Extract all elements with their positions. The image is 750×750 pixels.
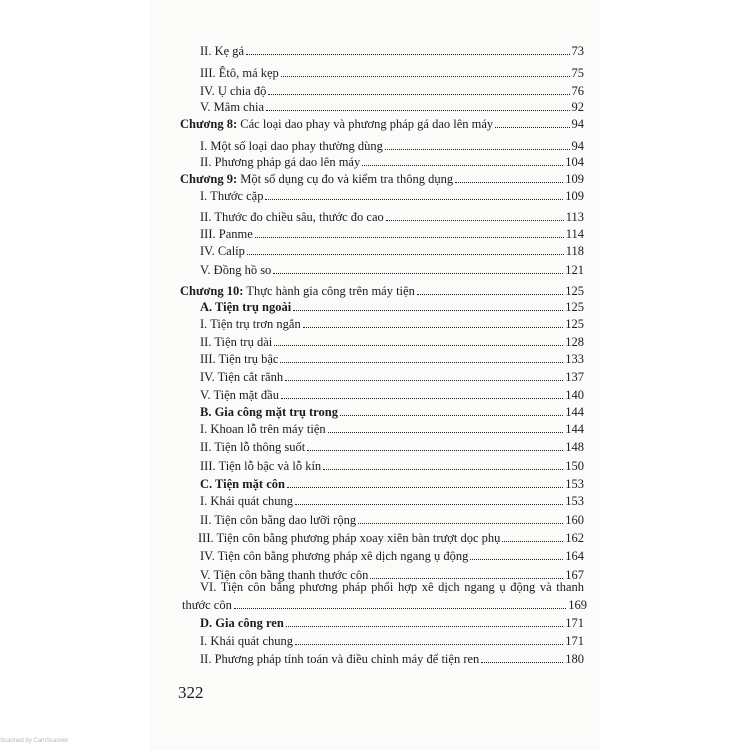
toc-entry-page: 109 — [565, 189, 584, 203]
dot-leader — [268, 94, 569, 95]
toc-entry-title: III. Tiện lỗ bậc và lỗ kín — [200, 459, 322, 473]
toc-entry-first-line: VI. Tiện côn bằng phương pháp phối hợp xê dịch ngang ụ động và thanh — [200, 580, 584, 594]
toc-entry — [180, 185, 584, 203]
dot-leader — [470, 559, 563, 560]
toc-entry — [180, 630, 584, 648]
toc-entry-title: II. Kẹ gá — [200, 44, 245, 58]
toc-entry-title: III. Tiện trụ bậc — [200, 352, 279, 366]
toc-entry — [180, 40, 584, 58]
toc-entry-title: A. Tiện trụ ngoài — [200, 300, 292, 314]
toc-entry — [182, 594, 587, 612]
toc-entry-title: II. Phương pháp gá dao lên máy — [200, 155, 361, 169]
toc-entry-page: 94 — [571, 117, 584, 131]
toc-entry-page: 125 — [565, 317, 584, 331]
toc-entry-page: 164 — [565, 549, 584, 563]
toc-entry — [180, 240, 584, 258]
dot-leader — [417, 294, 563, 295]
dot-leader — [255, 237, 564, 238]
chapter-label: Chương 9: — [180, 172, 238, 186]
toc-entry-page: 118 — [565, 244, 584, 258]
toc-chapter-entry — [180, 113, 584, 131]
dot-leader — [293, 310, 563, 311]
toc-entry-title: I. Khái quát chung — [200, 494, 294, 508]
chapter-title: Một số dụng cụ đo và kiểm tra thông dụng — [237, 172, 454, 186]
toc-entry — [180, 648, 584, 666]
toc-entry — [180, 384, 584, 402]
toc-entry-page: 125 — [565, 284, 584, 298]
dot-leader — [234, 608, 566, 609]
dot-leader — [295, 504, 563, 505]
dot-leader — [385, 149, 570, 150]
dot-leader — [287, 487, 563, 488]
toc-entry-page: 144 — [565, 405, 584, 419]
toc-entry — [180, 455, 584, 473]
dot-leader — [362, 165, 563, 166]
dot-leader — [340, 415, 563, 416]
toc-entry — [180, 436, 584, 454]
book-page — [150, 0, 600, 750]
toc-entry-page: 167 — [565, 568, 584, 582]
toc-entry-page: 153 — [565, 477, 584, 491]
dot-leader — [295, 644, 563, 645]
toc-entry-page: 128 — [565, 335, 584, 349]
toc-entry-page: 109 — [565, 172, 584, 186]
toc-entry-title: I. Khái quát chung — [200, 634, 294, 648]
toc-entry — [180, 418, 584, 436]
dot-leader — [358, 523, 563, 524]
table-of-contents — [150, 0, 600, 750]
dot-leader — [274, 345, 563, 346]
toc-entry-page: 114 — [565, 227, 584, 241]
toc-entry-page: 94 — [571, 139, 584, 153]
toc-chapter-entry — [180, 168, 584, 186]
toc-entry — [180, 545, 584, 563]
toc-entry — [180, 223, 584, 241]
toc-entry-page: 169 — [568, 598, 587, 612]
toc-entry-page: 171 — [565, 634, 584, 648]
toc-entry-title: V. Đồng hồ so — [200, 263, 272, 277]
toc-entry-title: II. Thước đo chiều sâu, thước đo cao — [200, 210, 384, 224]
toc-entry-page: 125 — [565, 300, 584, 314]
toc-entry — [180, 348, 584, 366]
toc-entry-title: D. Gia công ren — [200, 616, 284, 630]
dot-leader — [246, 54, 569, 55]
toc-entry — [180, 259, 584, 277]
dot-leader — [323, 469, 563, 470]
toc-entry-page: 148 — [565, 440, 584, 454]
page-number: 322 — [178, 683, 204, 702]
toc-entry-page: 113 — [565, 210, 584, 224]
toc-entry-page: 153 — [565, 494, 584, 508]
toc-entry-title: IV. Tiện cắt rãnh — [200, 370, 284, 384]
toc-entry-title: II. Tiện côn bằng dao lưỡi rộng — [200, 513, 357, 527]
chapter-label: Chương 8: — [180, 117, 238, 131]
toc-entry-page: 150 — [565, 459, 584, 473]
toc-entry-page: 121 — [565, 263, 584, 277]
dot-leader — [307, 450, 563, 451]
toc-entry-title: IV. Tiện côn bằng phương pháp xê dịch ngang ụ động — [200, 549, 469, 563]
dot-leader — [495, 127, 569, 128]
toc-entry-page: 162 — [565, 531, 584, 545]
toc-entry — [180, 366, 584, 384]
toc-entry-title: IV. Calíp — [200, 244, 245, 258]
toc-entry-title — [180, 117, 494, 131]
dot-leader — [285, 380, 563, 381]
toc-entry — [180, 62, 584, 80]
toc-entry-title: I. Tiện trụ trơn ngắn — [200, 317, 301, 331]
toc-section-entry — [180, 612, 584, 630]
toc-entry-title: thước côn — [182, 598, 232, 612]
toc-entry-page: 180 — [565, 652, 584, 666]
scanner-watermark: Scanned by CamScanner — [0, 738, 69, 744]
dot-leader — [481, 662, 563, 663]
toc-entry-page: 133 — [565, 352, 584, 366]
toc-entry-page: 73 — [571, 44, 584, 58]
toc-entry-title — [180, 172, 454, 186]
toc-entry-title: B. Gia công mặt trụ trong — [200, 405, 338, 419]
toc-entry — [180, 331, 584, 349]
toc-entry-title: III. Tiện côn bằng phương pháp xoay xiên bàn trượt dọc phụ — [198, 531, 501, 545]
dot-leader — [265, 199, 563, 200]
toc-entry-title: II. Phương pháp tính toán và điều chỉnh máy để tiện ren — [200, 652, 480, 666]
toc-entry-title: II. Tiện trụ dài — [200, 335, 273, 349]
toc-entry-page: 104 — [565, 155, 584, 169]
toc-entry — [180, 96, 584, 114]
dot-leader — [266, 110, 570, 111]
dot-leader — [455, 182, 563, 183]
toc-entry-title: I. Một số loại dao phay thường dùng — [200, 139, 383, 153]
chapter-title: Các loại dao phay và phương pháp gá dao lên máy — [237, 117, 494, 131]
toc-entry — [180, 313, 584, 331]
dot-leader — [247, 254, 564, 255]
toc-entry — [180, 151, 584, 169]
toc-entry-title: III. Êtô, má kẹp — [200, 66, 279, 80]
toc-entry-title: C. Tiện mặt côn — [200, 477, 285, 491]
dot-leader — [502, 541, 563, 542]
toc-entry-title: I. Khoan lỗ trên máy tiện — [200, 422, 326, 436]
toc-entry-page: 140 — [565, 388, 584, 402]
toc-entry-title: III. Panme — [200, 227, 253, 241]
toc-entry-page: 137 — [565, 370, 584, 384]
toc-entry-title: IV. Ụ chia độ — [200, 84, 267, 98]
toc-entry-title: II. Tiện lỗ thông suốt — [200, 440, 306, 454]
toc-section-entry — [180, 296, 584, 314]
toc-entry-title: V. Tiện mặt đầu — [200, 388, 279, 402]
toc-entry — [180, 490, 584, 508]
dot-leader — [370, 578, 563, 579]
toc-section-entry — [180, 473, 584, 491]
dot-leader — [303, 327, 564, 328]
toc-entry-page: 171 — [565, 616, 584, 630]
chapter-title: Thực hành gia công trên máy tiện — [243, 284, 415, 298]
toc-entry — [180, 527, 584, 545]
dot-leader — [281, 76, 570, 77]
toc-entry-page: 160 — [565, 513, 584, 527]
dot-leader — [280, 362, 563, 363]
dot-leader — [386, 220, 564, 221]
dot-leader — [281, 398, 563, 399]
dot-leader — [286, 626, 563, 627]
toc-entry-title: I. Thước cặp — [200, 189, 264, 203]
dot-leader — [273, 273, 563, 274]
dot-leader — [328, 432, 564, 433]
toc-section-entry — [180, 401, 584, 419]
chapter-label: Chương 10: — [180, 284, 244, 298]
toc-entry — [180, 509, 584, 527]
toc-entry-page: 76 — [571, 84, 584, 98]
toc-entry-page: 144 — [565, 422, 584, 436]
toc-entry-page: 92 — [571, 100, 584, 114]
toc-entry — [180, 206, 584, 224]
toc-entry-page: 75 — [571, 66, 584, 80]
toc-entry-title: V. Mâm chia — [200, 100, 264, 114]
toc-entry-title: V. Tiện côn bằng thanh thước côn — [200, 568, 369, 582]
